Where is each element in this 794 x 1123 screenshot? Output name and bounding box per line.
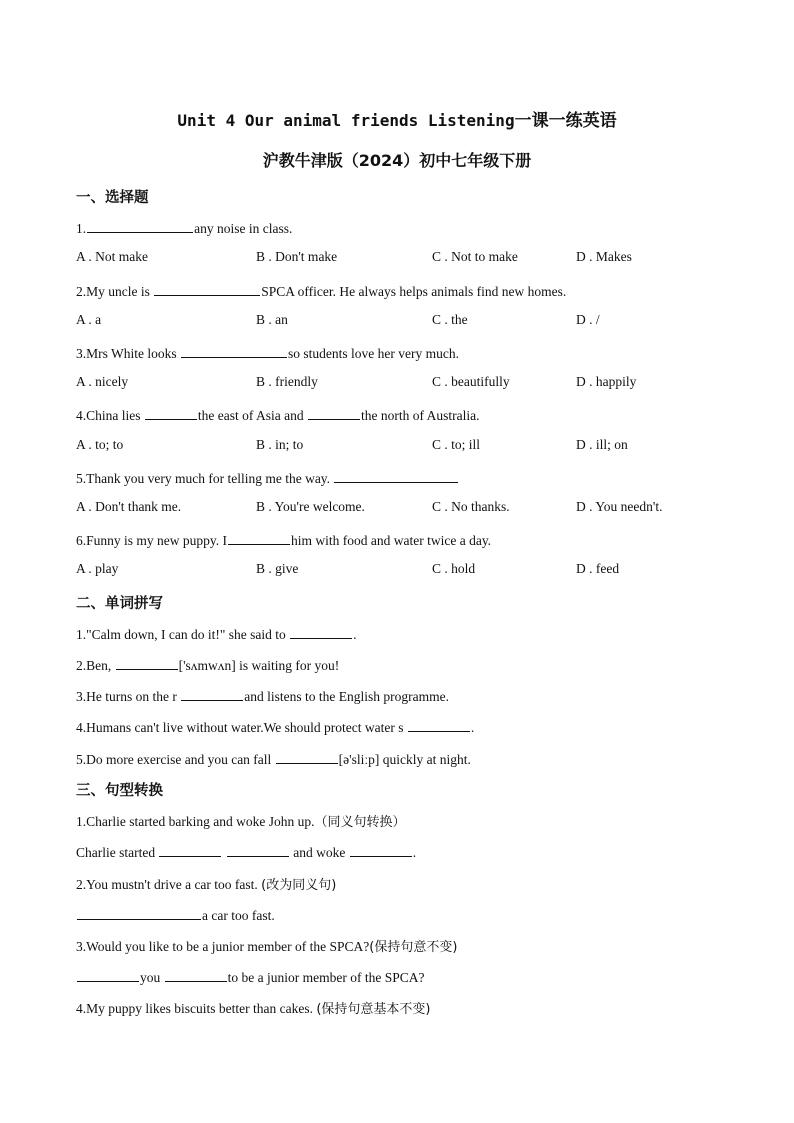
answer-blank[interactable] bbox=[154, 281, 260, 296]
transform-answer-1: Charlie started and woke . bbox=[76, 842, 416, 861]
answer-blank[interactable] bbox=[181, 686, 243, 701]
mcq-question-3: 3.Mrs White looks so students love her very much. bbox=[76, 343, 459, 362]
answer-blank[interactable] bbox=[276, 749, 338, 764]
answer-blank[interactable] bbox=[350, 842, 412, 857]
answer-blank[interactable] bbox=[181, 343, 287, 358]
answer-blank[interactable] bbox=[227, 842, 289, 857]
transform-question-1: 1.Charlie started barking and woke John up.（同义句转换） bbox=[76, 814, 406, 830]
option-a[interactable]: A . Don't thank me. bbox=[76, 499, 182, 514]
answer-blank[interactable] bbox=[408, 717, 470, 732]
option-a[interactable]: A . play bbox=[76, 561, 119, 576]
answer-blank[interactable] bbox=[334, 468, 458, 483]
answer-blank[interactable] bbox=[159, 842, 221, 857]
option-d[interactable]: D . Makes bbox=[576, 249, 632, 264]
answer-blank[interactable] bbox=[290, 624, 352, 639]
title-chinese: 一课一练英语 bbox=[514, 111, 617, 131]
mcq-question-2: 2.My uncle is SPCA officer. He always helps animals find new homes. bbox=[76, 281, 566, 300]
transform-question-4: 4.My puppy likes biscuits better than cakes. (保持句意基本不变) bbox=[76, 1001, 431, 1017]
title-english: Unit 4 Our animal friends Listening bbox=[177, 111, 515, 130]
mcq-question-6: 6.Funny is my new puppy. I him with food and water twice a day. bbox=[76, 530, 491, 549]
option-b[interactable]: B . You're welcome. bbox=[256, 499, 365, 514]
spelling-item-3: 3.He turns on the r and listens to the English programme. bbox=[76, 686, 449, 705]
mcq-question-5: 5.Thank you very much for telling me the way. bbox=[76, 468, 459, 487]
option-d[interactable]: D . feed bbox=[576, 561, 620, 576]
option-c[interactable]: C . hold bbox=[432, 561, 476, 576]
option-a[interactable]: A . Not make bbox=[76, 249, 148, 264]
transform-answer-2: a car too fast. bbox=[76, 905, 275, 924]
spelling-item-2: 2.Ben, ['sʌmwʌn] is waiting for you! bbox=[76, 655, 339, 674]
option-a[interactable]: A . nicely bbox=[76, 374, 129, 389]
mcq-question-4: 4.China lies the east of Asia and the north of Australia. bbox=[76, 405, 479, 424]
option-c[interactable]: C . beautifully bbox=[432, 374, 510, 389]
answer-blank[interactable] bbox=[77, 905, 201, 920]
mcq-options-3 bbox=[76, 374, 776, 392]
option-c[interactable]: C . to; ill bbox=[432, 437, 481, 452]
mcq-options-6 bbox=[76, 561, 776, 579]
option-b[interactable]: B . an bbox=[256, 312, 288, 327]
option-b[interactable]: B . in; to bbox=[256, 437, 304, 452]
option-c[interactable]: C . No thanks. bbox=[432, 499, 510, 514]
mcq-options-1 bbox=[76, 249, 776, 267]
mcq-question-1: 1. any noise in class. bbox=[76, 218, 292, 237]
transform-question-2: 2.You mustn't drive a car too fast. (改为同义句) bbox=[76, 877, 337, 893]
section-heading-transform: 三、句型转换 bbox=[76, 783, 163, 799]
option-b[interactable]: B . give bbox=[256, 561, 299, 576]
option-d[interactable]: D . / bbox=[576, 312, 600, 327]
transform-answer-3: you to be a junior member of the SPCA? bbox=[76, 967, 424, 986]
spelling-item-5: 5.Do more exercise and you can fall [ə'sliːp] quickly at night. bbox=[76, 749, 471, 768]
option-d[interactable]: D . ill; on bbox=[576, 437, 628, 452]
option-b[interactable]: B . friendly bbox=[256, 374, 318, 389]
spelling-item-1: 1."Calm down, I can do it!" she said to . bbox=[76, 624, 357, 643]
option-b[interactable]: B . Don't make bbox=[256, 249, 338, 264]
page-title-line2: 沪教牛津版（2024）初中七年级下册 bbox=[262, 151, 532, 170]
mcq-options-4 bbox=[76, 437, 776, 455]
section-heading-spelling: 二、单词拼写 bbox=[76, 596, 163, 612]
answer-blank[interactable] bbox=[87, 218, 193, 233]
answer-blank[interactable] bbox=[116, 655, 178, 670]
answer-blank[interactable] bbox=[77, 967, 139, 982]
answer-blank[interactable] bbox=[145, 405, 197, 420]
option-c[interactable]: C . the bbox=[432, 312, 468, 327]
spelling-item-4: 4.Humans can't live without water.We should protect water s . bbox=[76, 717, 474, 736]
section-heading-mcq: 一、选择题 bbox=[76, 190, 149, 206]
page-title-line1 bbox=[0, 106, 794, 131]
option-a[interactable]: A . to; to bbox=[76, 437, 124, 452]
answer-blank[interactable] bbox=[165, 967, 227, 982]
option-c[interactable]: C . Not to make bbox=[432, 249, 518, 264]
mcq-options-2 bbox=[76, 312, 776, 330]
answer-blank[interactable] bbox=[228, 530, 290, 545]
option-d[interactable]: D . You needn't. bbox=[576, 499, 663, 514]
transform-question-3: 3.Would you like to be a junior member of the SPCA?(保持句意不变) bbox=[76, 939, 458, 955]
option-d[interactable]: D . happily bbox=[576, 374, 637, 389]
option-a[interactable]: A . a bbox=[76, 312, 102, 327]
answer-blank[interactable] bbox=[308, 405, 360, 420]
mcq-options-5 bbox=[76, 499, 776, 517]
